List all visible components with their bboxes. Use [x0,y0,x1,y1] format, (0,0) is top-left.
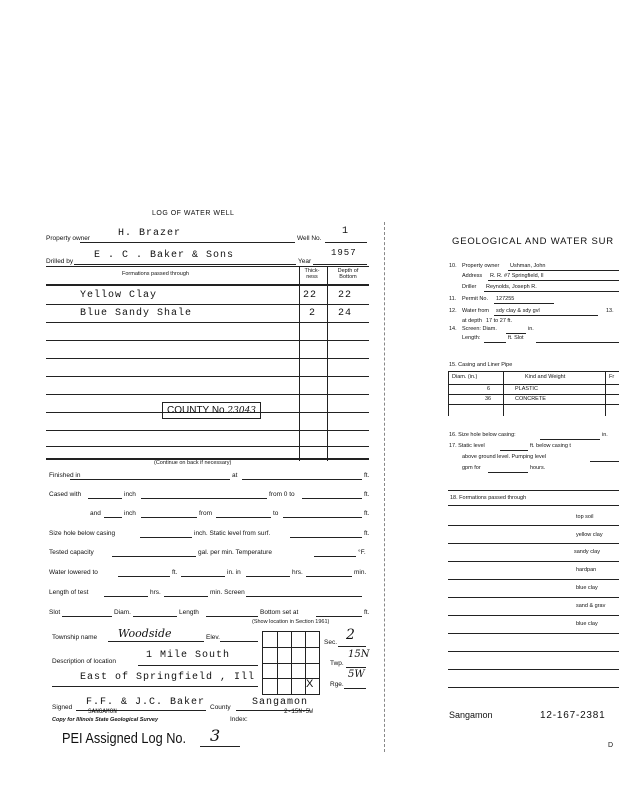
sec-value: 2 [346,627,355,643]
corner-letter: D [608,742,614,749]
table-row-line [46,322,369,323]
grid-line [263,663,319,664]
twp-value: 15N [348,649,370,660]
col-thickness-header: Thick-ness [304,268,320,280]
twp-underline [346,667,366,668]
min-screen-label: min. Screen [210,589,245,596]
grid-mark-x: X [306,678,314,690]
tested-capacity-label: Tested capacity [49,549,94,556]
casing-table [448,371,619,416]
formations-row-line [448,597,619,598]
static-ft-label: ft. [364,530,370,537]
sec-label: Sec. [324,639,338,646]
item-label: Length: [462,335,481,341]
item-value: Reynolds, Joseph R. [486,284,537,290]
formations-row-line [448,525,619,526]
survey-log-number: 12-167-2381 [540,710,606,721]
well-no-underline [325,242,367,243]
table-row-line [46,446,369,447]
table-row-line [46,376,369,377]
cased-inch-underline [141,498,267,499]
formations-row-line [448,687,619,688]
water-in-label: in. in [227,569,241,576]
description-line-2: East of Springfield , Ill [80,672,256,683]
length-label: Length [179,609,199,616]
well-no-label: Well No. [297,235,322,242]
table-row-line [46,358,369,359]
index-label: Index: [230,716,248,723]
county-label: County [210,704,231,711]
casing-header-diam: Diam. (in.) [452,374,478,380]
formation-entry: blue clay [576,585,598,591]
length-test-label: Length of test [49,589,89,596]
survey-title: GEOLOGICAL AND WATER SUR [452,236,614,247]
slot-underline [62,616,112,617]
pei-number: 3 [210,726,221,745]
and-inch-underline [141,517,197,518]
pei-assigned-label: PEI Assigned Log No. [62,730,187,747]
table-top-border [46,266,369,267]
table-row-line [46,430,369,431]
item-value: R. R. #7 Springfield, Il [490,273,544,279]
item-label: Screen: Diam. [462,326,497,332]
static-hours: hours. [530,465,546,471]
from-0-to-label: from 0 to [269,491,295,498]
year-value: 1957 [331,248,357,258]
survey-county-name: Sangamon [449,710,493,720]
section-location-grid [262,631,320,695]
water-min-label: min. [354,569,367,576]
gpm-underline [488,472,528,473]
description-label: Description of location [52,658,116,665]
col-formations-header: Formations passed through [122,271,189,277]
year-underline [313,264,367,265]
casing-header-kind: Kind and Weight [525,374,566,380]
cased-underline [88,498,122,499]
slot-label: Slot [49,609,61,616]
formation-thickness: 2 [309,308,317,319]
formations-top-border [448,490,619,491]
form-title: LOG OF WATER WELL [152,210,235,217]
table-header-border [46,284,369,286]
county-stamp-label: COUNTY No. [167,405,228,416]
item-label: at depth [462,318,482,324]
diam-underline [133,616,177,617]
and-inch-label: inch [124,510,136,517]
static-level-underline [290,537,362,538]
static-line-3: gpm for [462,465,481,471]
formation-entry: blue clay [576,621,598,627]
item-value: ft. Slot [508,335,524,341]
item-num: 12. [449,308,457,314]
item-label: Property owner [462,263,500,269]
description-line-1: 1 Mile South [146,650,231,661]
formation-entry: hardpan [576,567,597,573]
show-location-note: (Show location in Section 1961) [252,619,330,625]
static-line-2: above ground level. Pumping level [462,454,547,460]
item-num: 14. [449,326,457,332]
item-underline [536,342,619,343]
item-num: 11. [449,296,457,302]
finished-label: Finished in [49,472,81,479]
formation-depth: 22 [338,290,353,301]
elev-label: Elev. [206,634,220,641]
item-value: Ushman, John [510,263,546,269]
pei-underline [200,746,240,747]
casing-row-line [449,404,619,405]
item-value: sdy clay & sdy gvl [496,308,540,314]
formations-row-line [448,633,619,634]
formations-row-line [448,543,619,544]
length-test-underline [104,596,148,597]
formation-entry: yellow clay [576,532,603,538]
item-underline [508,270,619,271]
formations-row-line [448,561,619,562]
drilled-by-underline [74,264,296,265]
elev-underline [220,641,258,642]
item-value: 17 to 27 ft. [486,318,512,324]
bottom-ft-label: ft. [364,609,370,616]
deg-f-label: °F. [358,549,366,556]
size-hole-in: in. [602,432,608,438]
rge-label: Rge. [330,681,344,688]
water-hrs-label: hrs. [292,569,303,576]
property-owner-underline [80,242,295,243]
water-ft-label: ft. [172,569,178,576]
tested-capacity-underline [112,556,196,557]
and-from-label: from [199,510,212,517]
table-row-line [46,394,369,395]
item-underline [484,342,506,343]
formations-row-line [448,651,619,652]
from-0-to-underline [302,498,362,499]
water-lowered-label: Water lowered to [49,569,98,576]
item-label: Permit No. [462,296,488,302]
length-hrs-label: hrs. [150,589,161,596]
twp-label: Twp. [330,660,344,667]
county-value: Sangamon [252,697,309,708]
casing-row-line [449,394,619,395]
item-label: Water from [462,308,489,314]
rge-value: 5W [348,669,365,680]
water-hrs-underline [306,576,352,577]
formations-row-line [448,669,619,670]
temperature-underline [314,556,356,557]
table-row-line [46,304,369,305]
formations-row-line [448,615,619,616]
drilled-by-label: Drilled by [46,258,74,265]
formation-depth: 24 [338,308,353,319]
formation-name: Blue Sandy Shale [80,308,193,319]
signed-label: Signed [52,704,73,711]
and-label: and [90,510,101,517]
formations-row-line [448,579,619,580]
fold-mark [384,222,385,752]
formation-entry: sandy clay [574,549,600,555]
copy-note: Copy for Illinois State Geological Survey [52,717,159,723]
casing-kind: CONCRETE [515,396,546,402]
drilled-by-value: E . C . Baker & Sons [94,250,235,261]
item-underline [484,291,619,292]
size-hole-label: 16. Size hole below casing: [449,432,516,438]
water-ft-underline [181,576,225,577]
size-hole-label: Size hole below casing [49,530,116,537]
and-ft-label: ft. [364,510,370,517]
pumping-underline [590,461,619,462]
item-underline [494,315,598,316]
water-lowered-underline [118,576,170,577]
col-depth-header: Depth of Bottom [337,268,359,280]
and-to-underline [283,517,362,518]
casing-row-line [449,384,619,385]
formations-header-border [448,505,619,506]
water-in-underline [246,576,290,577]
item-underline [494,303,554,304]
item-value: 127255 [496,296,515,302]
township-underline [108,641,204,642]
formation-entry: top soil [576,514,594,520]
and-from-underline [216,517,271,518]
formation-entry: sand & grav [576,603,606,609]
item-underline [506,333,526,334]
size-hole-underline [540,439,600,440]
property-owner-label: Property owner [46,235,91,242]
item-label: Address [462,273,483,279]
casing-kind: PLASTIC [515,386,538,392]
county-number-value: 23043 [227,406,257,416]
description-underline-1 [138,665,258,666]
cased-with-label: Cased with [49,491,82,498]
township-value: Woodside [118,627,172,640]
continue-note: (Continue on back if necessary) [154,460,232,466]
location-code: 2-15N-5W [284,708,313,715]
finished-at-underline [242,479,362,480]
formation-thickness: 22 [303,290,318,301]
and-to-label: to [273,510,279,517]
county-number-stamp [162,402,261,419]
item-underline [488,280,619,281]
finished-underline [70,479,230,480]
static-underline [500,450,528,451]
static-level-label: inch. Static level from surf. [194,530,271,537]
item-13-num: 13. [606,308,614,314]
bottom-set-underline [316,616,362,617]
grid-line [263,647,319,648]
static-line-1: 17. Static level [449,443,485,449]
description-underline-2 [52,686,258,687]
casing-title: 15. Casing and Liner Pipe [449,362,513,368]
cased-inch-label: inch [124,491,136,498]
table-col-divider-1 [299,266,300,461]
township-label: Township name [52,634,98,641]
casing-header-from: Fr [609,374,615,380]
item-value: in. [528,326,534,332]
item-label: Driller [462,284,477,290]
sec-underline [338,646,366,647]
finished-at-label: at [232,472,238,479]
county-stamp-small: SANGAMON [88,708,117,715]
cased-ft-label: ft. [364,491,370,498]
gal-per-min-label: gal. per min. Temperature [198,549,272,556]
formations-title: 18. Formations passed through [450,495,527,501]
well-no-value: 1 [342,226,350,237]
casing-diam: 36 [485,396,492,402]
property-owner-value: H. Brazer [118,228,182,239]
length-hrs-underline [164,596,208,597]
finished-ft-label: ft. [364,472,370,479]
diam-label: Diam. [114,609,131,616]
casing-diam: 6 [487,386,491,392]
table-col-divider-2 [327,266,328,461]
length-underline [206,616,258,617]
and-underline [104,517,122,518]
formation-name: Yellow Clay [80,290,158,301]
table-row-line [46,340,369,341]
screen-underline [246,596,362,597]
size-hole-underline [140,537,192,538]
rge-underline [344,688,366,689]
item-num: 10. [449,263,457,269]
year-label: Year [298,258,312,265]
static-line-1b: ft. below casing t [530,443,571,449]
bottom-set-label: Bottom set at [260,609,299,616]
signed-value: F.F. & J.C. Baker [86,697,206,708]
